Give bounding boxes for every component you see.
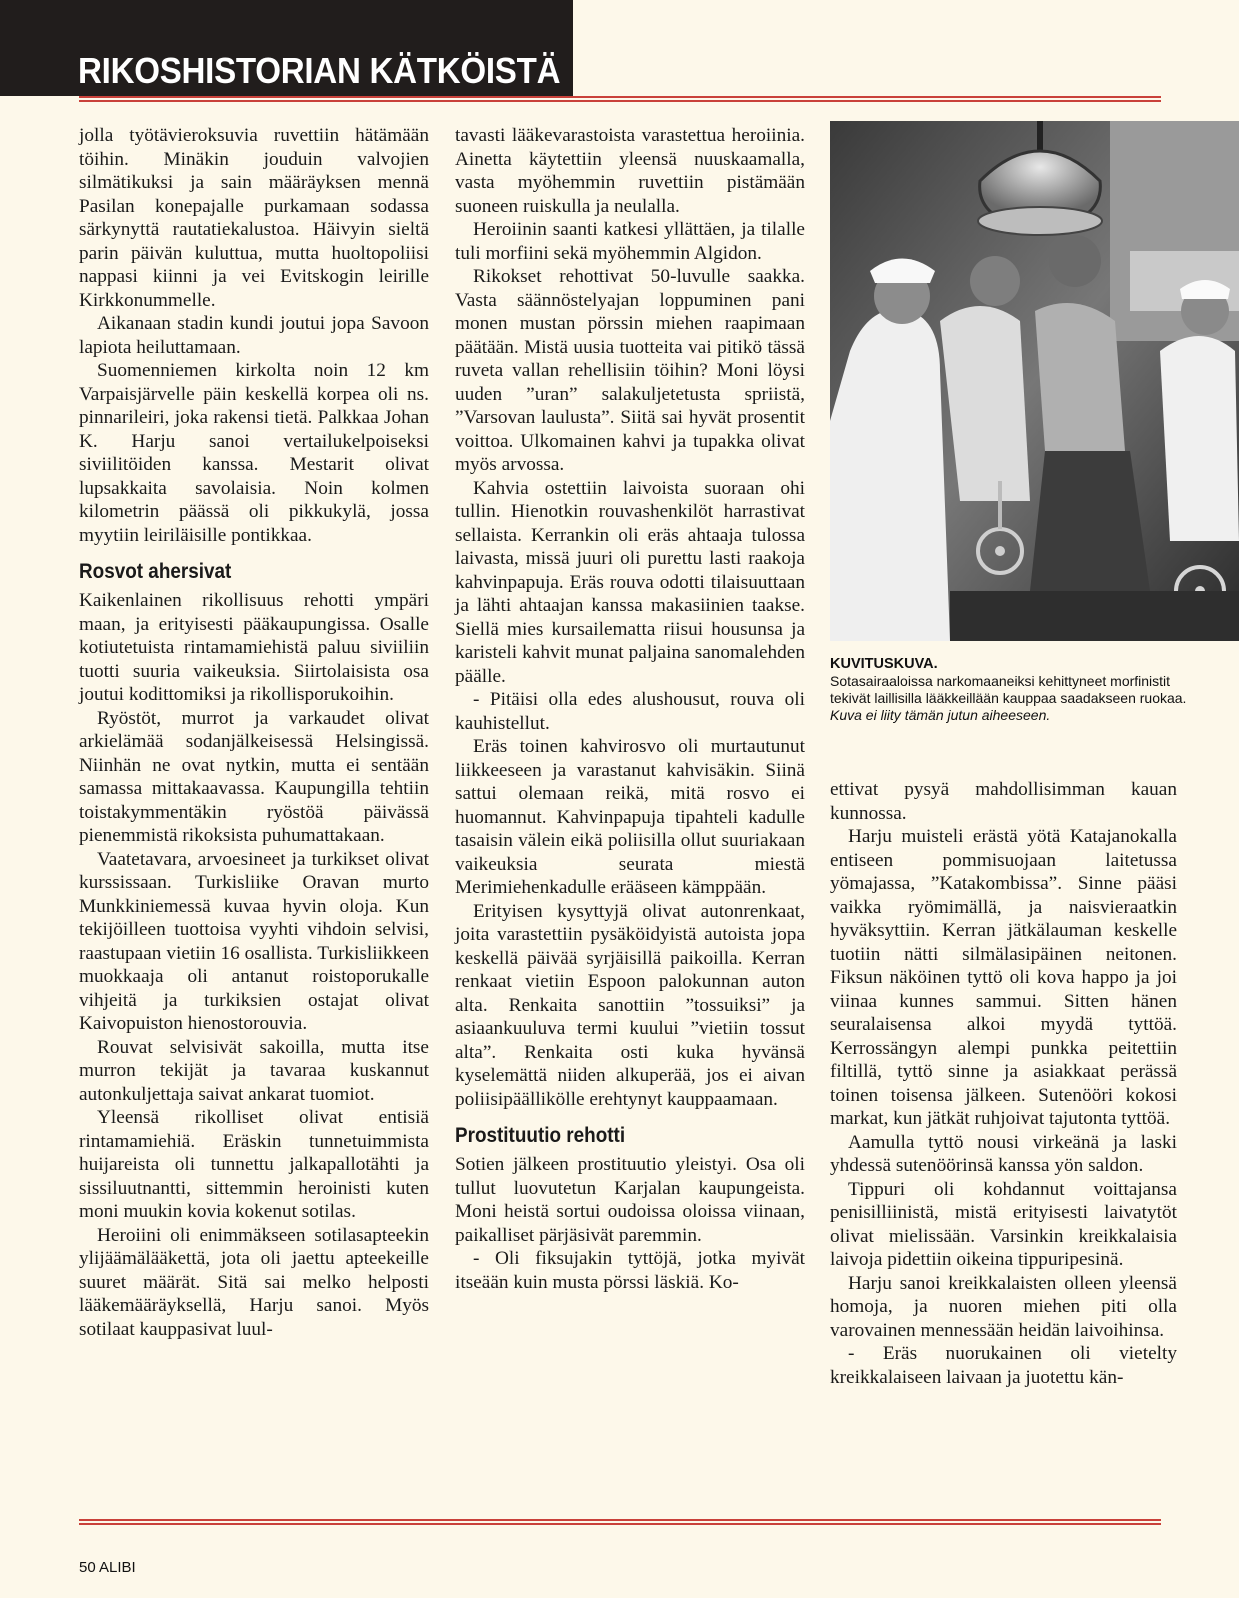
caption-text: Sotasairaaloissa narkomaaneiksi kehittyneet morfinistit tekivät laillisilla lääkkeillään kauppaa saadakseen ruokaa. xyxy=(830,673,1187,706)
paragraph: Tippuri oli kohdannut voittajansa penisilliinistä, mistä erityisesti laivatytöt olivat mielissään. Varsinkin kreikkalaisia laivoja pidettiin oikeina tippuripesinä. xyxy=(830,1178,1177,1270)
paragraph: Rouvat selvisivät sakoilla, mutta itse murron tekijät ja tavaraa kuskannut autonkuljettaja saivat ankarat tuomiot. xyxy=(79,1036,429,1105)
header-rule-bottom xyxy=(79,100,1161,102)
paragraph: Kahvia ostettiin laivoista suoraan ohi tullin. Hienotkin rouvashenkilöt harrastivat sellaista. Kerrankin oli eräs ahtaaja tulossa laivasta, missä juuri oli purettu lasti raakoja kahvinpapuja. Eräs rouva odotti tilaisuuttaan ja lähti ahtaajan kanssa makasiinien taakse. Siellä mies kursailematta riisui housunsa ja karisteli kahvit munat paljaina sanomalehden päälle. xyxy=(455,477,805,687)
paragraph: ettivat pysyä mahdollisimman kauan kunnossa. xyxy=(830,779,1177,824)
paragraph: Sotien jälkeen prostituutio yleistyi. Osa oli tullut luovutetun Karjalan kaupungeista. Moni heistä sortui oudoissa oloissa viinaan, paikalliset pärjäsivät paremmin. xyxy=(455,1154,805,1246)
paragraph: tavasti lääkevarastoista varastettua heroiinia. Ainetta käytettiin yleensä nuuskaamalla, vasta myöhemmin ruvettiin pistämään suoneen ruiskulla ja neulalla. xyxy=(455,125,805,217)
paragraph: - Pitäisi olla edes alushousut, rouva oli kauhistellut. xyxy=(455,689,805,734)
paragraph: Yleensä rikolliset olivat entisiä rintamamiehiä. Eräskin tunnetuimmista huijareista oli tunnettu jalkapallotähti ja sissiluutnantti, sittemmin heroinisti kuten moni muukin kovia kokenut sotilas. xyxy=(79,1107,429,1222)
article-column-3 xyxy=(830,778,1177,1389)
paragraph: - Oli fiksujakin tyttöjä, jotka myivät itseään kuin musta pörssi läskiä. Ko- xyxy=(455,1248,805,1293)
paragraph: jolla työtävieroksuvia ruvettiin hätämään töihin. Minäkin jouduin valvojien silmätikuksi ja sain määräyksen mennä Pasilan konepajalle purkamaan sodassa särkynyttä rautatiekalustoa. Häivyin sieltä parin päivän kuluttua, mutta huoltopoliisi nappasi kiinni ja vei Evitskogin leirille Kirkkonummelle. xyxy=(79,125,429,311)
paragraph: Ryöstöt, murrot ja varkaudet olivat arkielämää sodanjälkeisessä Helsingissä. Niinhän ne ovat nytkin, mutta ei sentään samassa mittakaavassa. Kaupungilla tehtiin toistakymmentäkin ryöstöä päivässä pienemmistä rikoksista puhumattakaan. xyxy=(79,707,429,846)
paragraph: Erityisen kysyttyjä olivat autonrenkaat, joita varastettiin pysäköidyistä autoista jopa keskellä päivää syrjäisillä paikoilla. Kerran renkaat vietiin Espoon palokunnan auton alta. Renkaita sanottiin ”tossuiksi” ja asiaankuuluva termi kuului ”vietiin tossut alta”. Renkaita osti kuka hyvänsä kyselemättä niiden alkuperää, jos ei aivan poliisipäällikölle erehtynyt kauppaamaan. xyxy=(455,900,805,1110)
caption-label: KUVITUSKUVA. xyxy=(830,656,938,672)
paragraph: Rikokset rehottivat 50-luvulle saakka. Vasta säännöstelyajan loppuminen pani monen mustan pörssin miehen raapimaan päätään. Mistä uusia tuotteita vai pitikö tässä ruveta vallan rehellisiin töihin? Moni löysi uuden ”uran” salakuljetetusta spriistä, ”Varsovan laulusta”. Siitä sai hyvät prosentit voittoa. Ulkomainen kahvi ja tupakka olivat myös arvossa. xyxy=(455,266,805,475)
paragraph: Harju muisteli erästä yötä Katajanokalla entiseen pommisuojaan laitetussa yömajassa, ”Katakombissa”. Sinne pääsi vaikka ryömimällä, ja naisvieraatkin hyväksyttiin. Kerran jätkälauman keskelle tuotiin nätti silmälasipäinen neitonen. Fiksun näköinen tyttö oli kova happo ja joi viinaa kunnes sammui. Sitten hänen seuralaisensa alkoi myydä tyttöä. Kerrossängyn alempi punkka peitettiin filtillä, tyttö sinne ja asiakkaat perässä toinen toisensa jälkeen. Sutenööri kokosi markat, kun jätkät ruhjoivat tajutonta tyttöä. xyxy=(830,826,1177,1129)
illustration-photo xyxy=(830,121,1239,641)
paragraph: Harju sanoi kreikkalaisten olleen yleensä homoja, ja nuoren miehen piti olla varovainen mennessään heidän laivoihinsa. xyxy=(830,1272,1177,1341)
subheading-prostituutio: Prostituutio rehotti xyxy=(455,1124,626,1147)
paragraph: Kaikenlainen rikollisuus rehotti ympäri maan, ja erityisesti pääkaupungissa. Osalle kotiutetuista rintamamiehistä paluu siviiliin tuotti suuria vaikeuksia. Siirtolaisista osa joutui kodittomiksi ja rikollisporukoihin. xyxy=(79,590,429,705)
paragraph: Eräs toinen kahvirosvo oli murtautunut liikkeeseen ja varastanut kahvisäkin. Siinä sattui olemaan reikä, mitä rosvo ei huomannut. Kahvinpapuja tipahteli kadulle tasaisin välein eikä poliisilla ollut suuriakaan vaikeuksia seurata miestä Merimiehenkadulle erääseen kämppään. xyxy=(455,736,805,898)
section-header xyxy=(0,0,573,96)
paragraph: Aikanaan stadin kundi joutui jopa Savoon lapiota heiluttamaan. xyxy=(79,313,429,358)
article-column-2 xyxy=(455,124,805,1294)
paragraph: - Eräs nuorukainen oli vietelty kreikkalaiseen laivaan ja juotettu kän- xyxy=(830,1343,1177,1388)
caption-note: Kuva ei liity tämän jutun aiheeseen. xyxy=(830,707,1051,723)
photo-caption xyxy=(830,656,1190,724)
subheading-rosvot: Rosvot ahersivat xyxy=(79,560,232,583)
paragraph: Heroiini oli enimmäkseen sotilasapteekin ylijäämälääkettä, jota oli jaettu apteekeille suuret määrät. Sitä sai melko helposti lääkemääräyksellä, Harju sanoi. Myös sotilaat kauppasivat luul- xyxy=(79,1224,429,1340)
header-rule-top xyxy=(79,96,1161,98)
footer-rule-bottom xyxy=(79,1523,1161,1525)
photo-image xyxy=(830,121,1239,641)
paragraph: Suomenniemen kirkolta noin 12 km Varpaisjärvelle päin keskellä korpea oli ns. pinnarileiri, joka rakensi tietä. Palkkaa Johan K. Harju sanoi vertailukelpoiseksi siviilitöiden kanssa. Mestarit olivat lupsakkaita savolaisia. Noin kolmen kilometrin päässä oli pikkukylä, jossa myytiin leiriläisille pontikkaa. xyxy=(79,360,429,546)
paragraph: Vaatetavara, arvoesineet ja turkikset olivat kurssissaan. Turkisliike Oravan murto Munkkiniemessä kuvaa hyvin oloja. Kun tekijöilleen tuottoisa vyyhti vihdoin selvisi, raastupaan vietiin 16 osallista. Turkisliikkeen muokkaaja oli antanut roistoporukalle vihjeitä ja turkiksien ostajat olivat Kaivopuiston hienostorouvia. xyxy=(79,848,429,1034)
page-footer: 50 ALIBI xyxy=(79,1559,136,1576)
paragraph: Aamulla tyttö nousi virkeänä ja laski yhdessä sutenöörinsä kanssa yön saldon. xyxy=(830,1131,1177,1176)
footer-rule-top xyxy=(79,1519,1161,1521)
section-title: RIKOSHISTORIAN KÄTKÖISTÄ xyxy=(78,50,561,91)
paragraph: Heroiinin saanti katkesi yllättäen, ja tilalle tuli morfiini sekä myöhemmin Algidon. xyxy=(455,219,805,264)
article-column-1 xyxy=(79,124,429,1341)
